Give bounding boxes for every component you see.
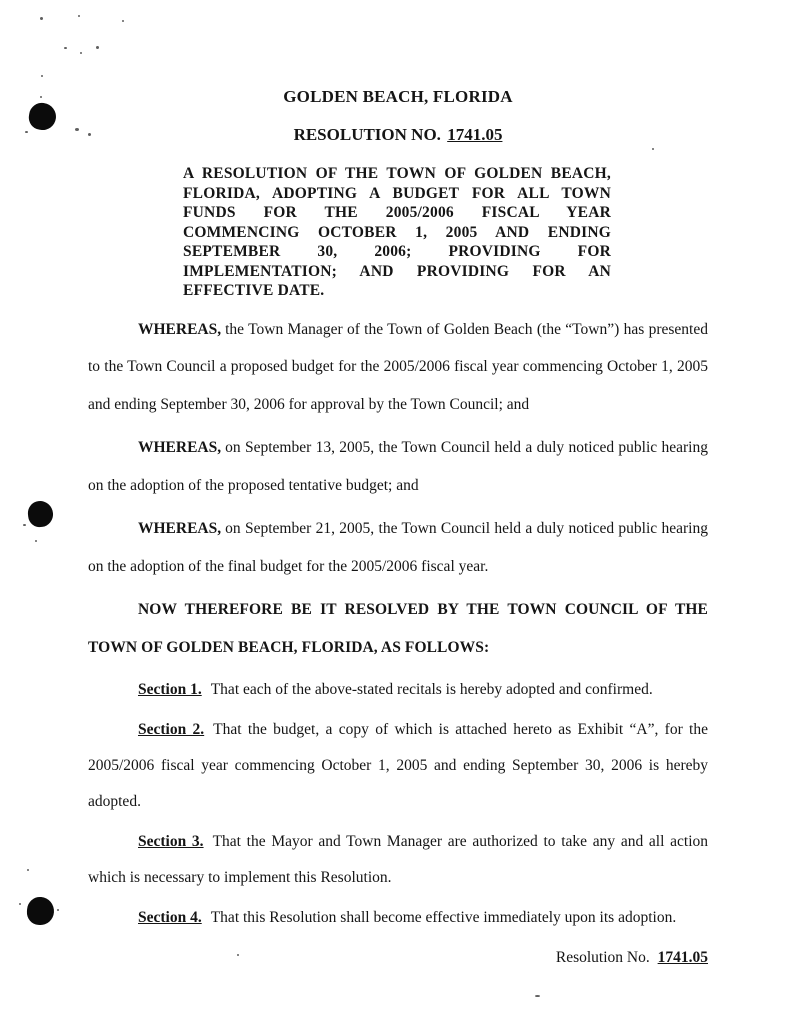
section-paragraph-3 — [88, 824, 708, 896]
whereas-lead: WHEREAS, — [138, 439, 222, 456]
recital-text: the Town Manager of the Town of Golden Beach (the “Town”) has presented to the Town Council a proposed budget for the 2005/2006 fiscal year commencing October 1, 2005 and ending September 30, 2006 for approval by the Town Council; and — [88, 320, 708, 413]
section-label: Section 2. — [138, 721, 205, 738]
resolution-heading — [88, 124, 708, 146]
resolved-clause: NOW THEREFORE BE IT RESOLVED BY THE TOWN COUNCIL OF THE TOWN OF GOLDEN BEACH, FLORIDA, AS FOLLOWS: — [88, 601, 708, 656]
city-header: GOLDEN BEACH, FLORIDA — [283, 87, 513, 106]
whereas-lead: WHEREAS, — [138, 520, 222, 537]
punch-hole-middle — [27, 500, 55, 528]
recital-text: on September 13, 2005, the Town Council held a duly noticed public hearing on the adoption of the proposed tentative budget; and — [88, 439, 708, 494]
recital-paragraph-2 — [88, 429, 708, 504]
section-label: Section 4. — [138, 909, 202, 926]
punch-hole-top — [27, 101, 57, 131]
whereas-lead: WHEREAS, — [138, 320, 222, 338]
punch-hole-bottom — [26, 896, 55, 926]
footer-resolution-number: 1741.05 — [657, 949, 708, 966]
recital-text: on September 21, 2005, the Town Council held a duly noticed public hearing on the adoption of the final budget for the 2005/2006 fiscal year. — [88, 520, 708, 575]
recital-paragraph-1 — [88, 311, 708, 424]
section-paragraph-2 — [88, 712, 708, 820]
resolution-number: 1741.05 — [447, 125, 503, 144]
footer-resolution-ref — [88, 946, 708, 970]
resolution-title-block: A RESOLUTION OF THE TOWN OF GOLDEN BEACH, FLORIDA, ADOPTING A BUDGET FOR ALL TOWN FUNDS FOR THE 2005/2006 FISCAL YEAR COMMENCING OCTOBER 1, 2005 AND ENDING SEPTEMBER 30, 2006; PROVIDING FOR IMPLEMENTATION; AND PROVIDING FOR AN EFFECTIVE DATE. — [183, 165, 611, 299]
section-text: That the budget, a copy of which is attached hereto as Exhibit “A”, for the 2005/2006 fiscal year commencing October 1, 2005 and ending September 30, 2006 is hereby adopted. — [88, 721, 708, 810]
section-label: Section 1. — [138, 681, 202, 698]
section-text: That this Resolution shall become effective immediately upon its adoption. — [210, 909, 677, 926]
section-text: That the Mayor and Town Manager are authorized to take any and all action which is necessary to implement this Resolution. — [88, 833, 709, 886]
section-paragraph-4 — [88, 900, 708, 936]
recital-paragraph-3 — [88, 510, 708, 585]
section-label: Section 3. — [138, 833, 204, 850]
document-body — [88, 86, 708, 970]
section-text: That each of the above-stated recitals is hereby adopted and confirmed. — [210, 681, 653, 698]
resolution-heading-label: RESOLUTION NO. — [293, 125, 441, 144]
section-paragraph-1 — [88, 672, 708, 708]
footer-resolution-label: Resolution No. — [555, 949, 650, 966]
